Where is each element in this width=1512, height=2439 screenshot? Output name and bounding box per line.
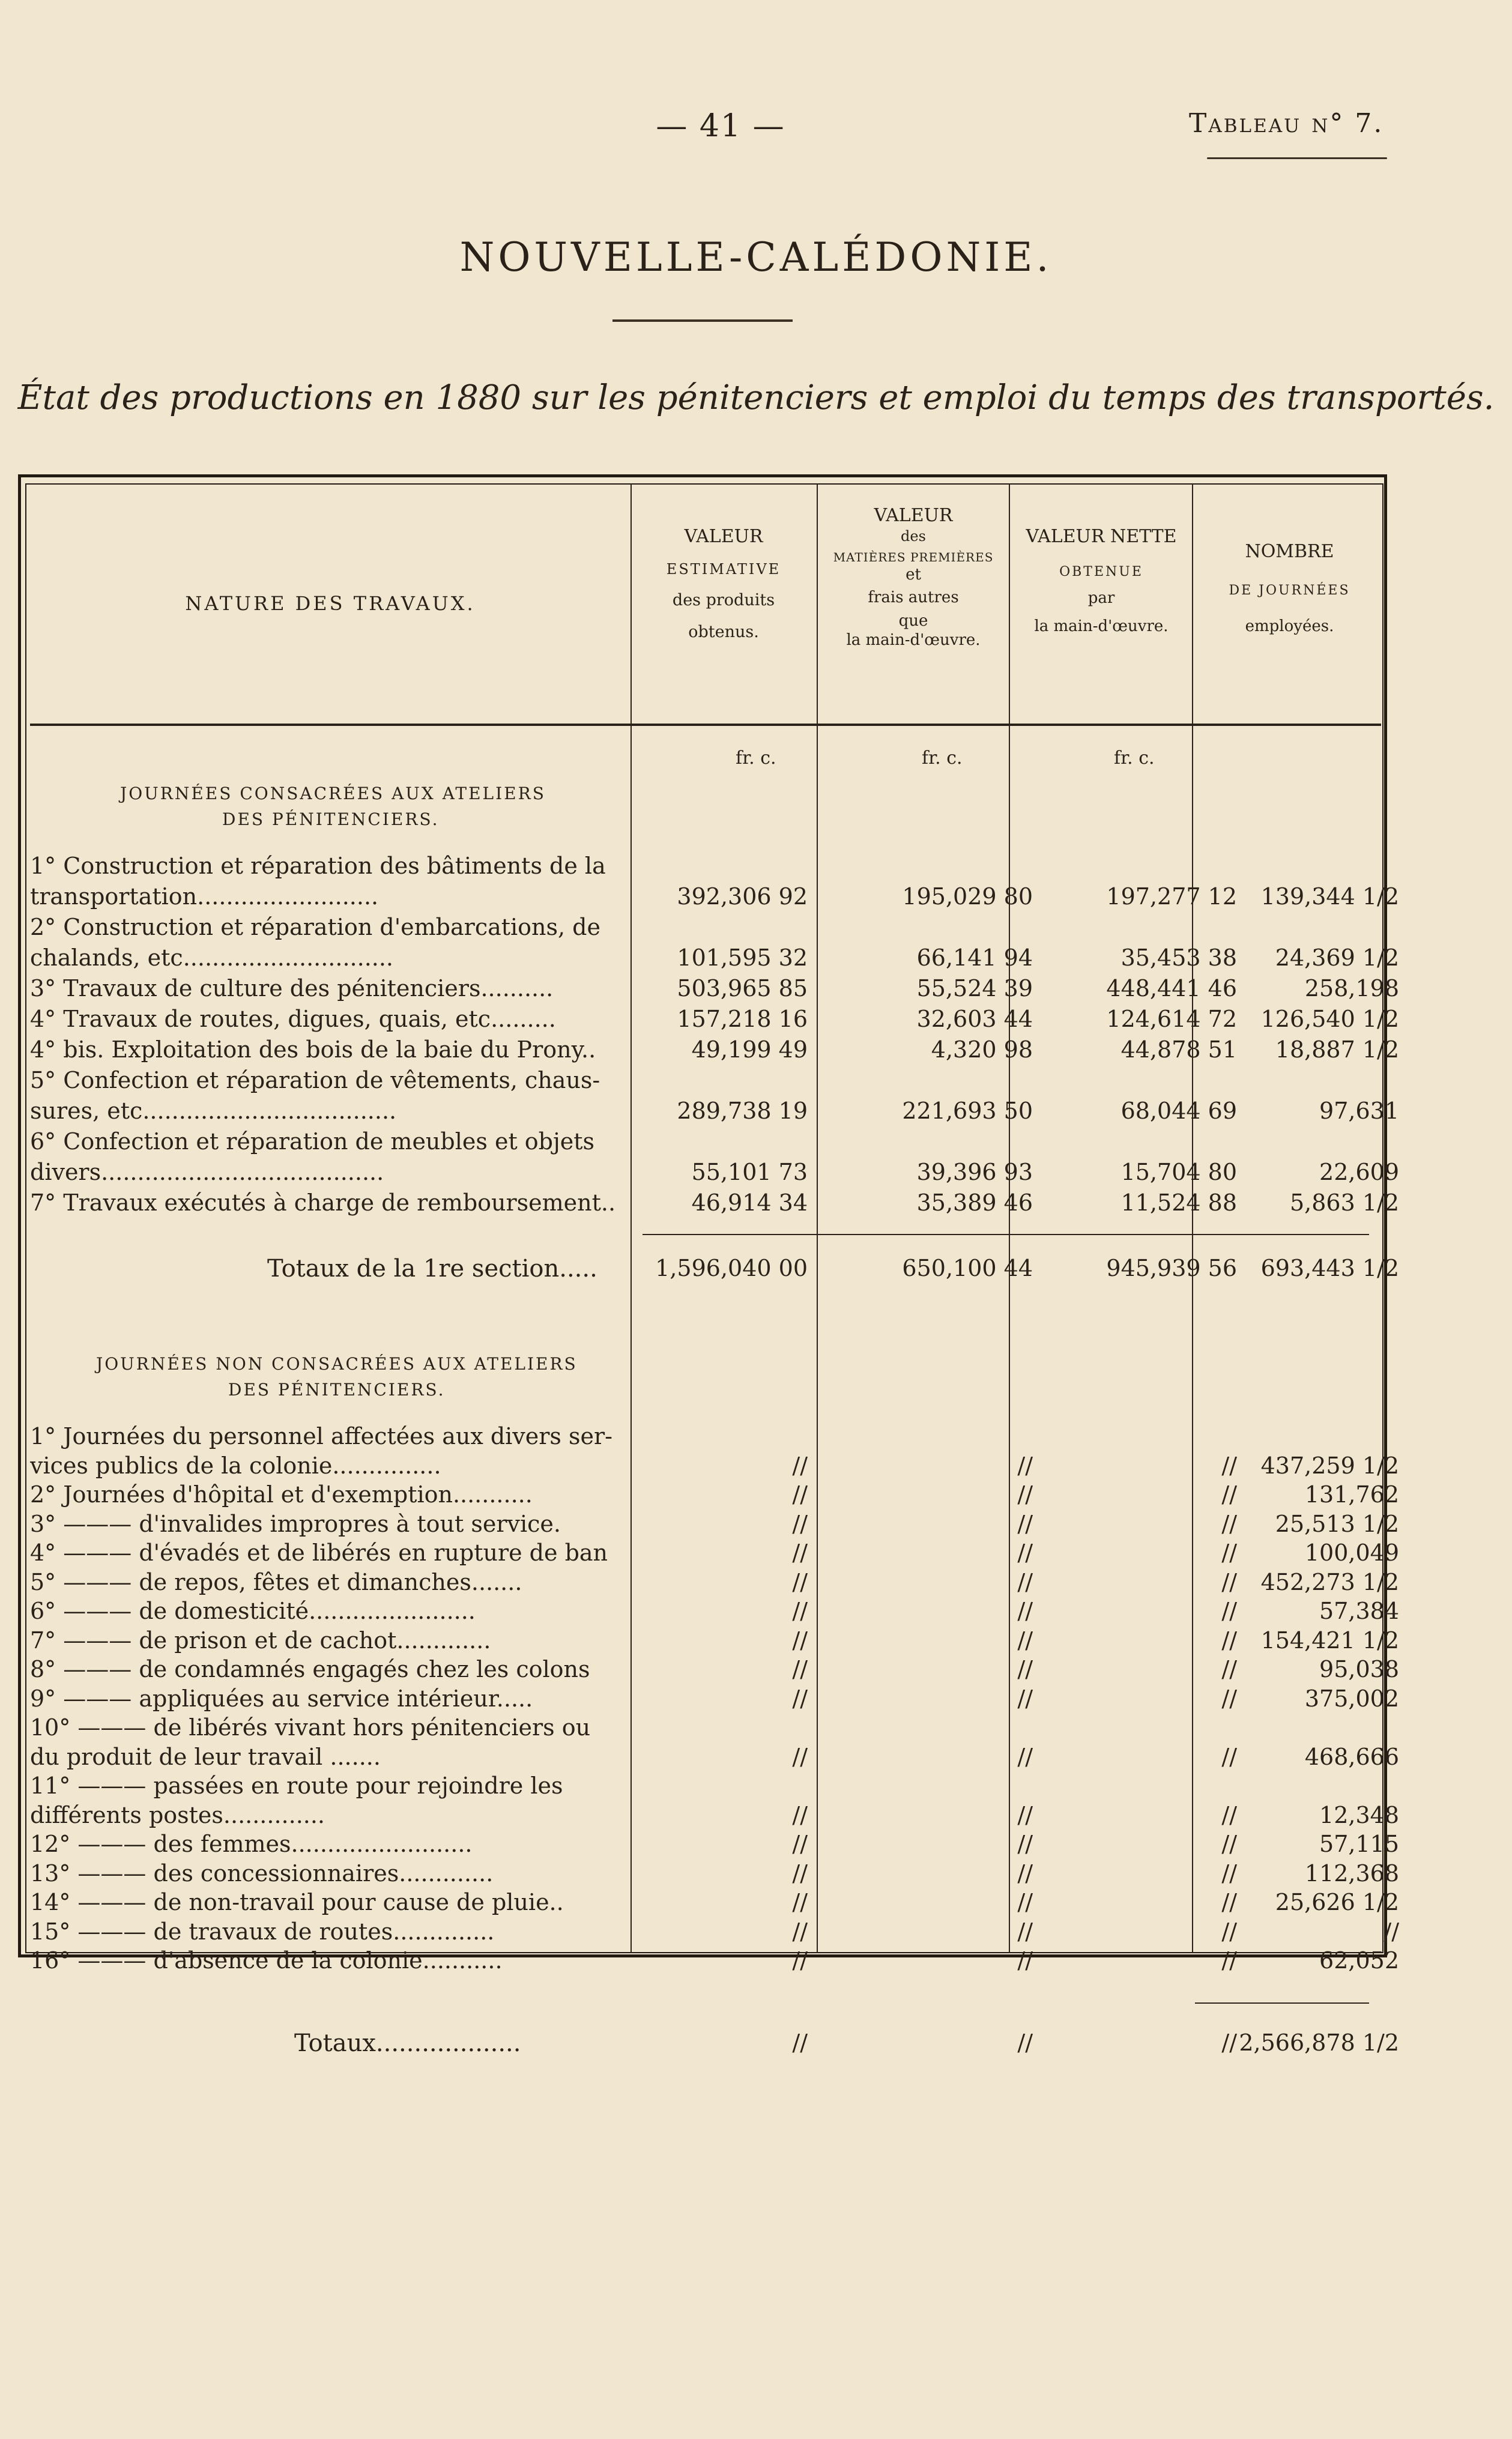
header-line: et	[906, 565, 921, 584]
section-heading-line: DES PÉNITENCIERS.	[228, 1380, 446, 1400]
section2-total-rule	[1195, 2002, 1369, 2004]
row-label: 13° ——— des concessionnaires.............	[30, 1860, 494, 1887]
cell-value: 452,273 1/2	[1260, 1568, 1399, 1595]
cell-value: //	[792, 1801, 808, 1828]
table-row	[30, 853, 1387, 883]
cell-value: 124,614 72	[1106, 1006, 1237, 1032]
cell-value: 4,320 98	[931, 1036, 1033, 1063]
table-row	[30, 1743, 1399, 1774]
table-row	[30, 1918, 1399, 1948]
header-line: la main-d'œuvre.	[846, 631, 981, 649]
cell-value: //	[1383, 1918, 1399, 1945]
row-label: différents postes..............	[30, 1801, 325, 1828]
cell-value: //	[1221, 1860, 1237, 1887]
page-title: NOUVELLE-CALÉDONIE.	[459, 234, 1053, 280]
cell-value: 139,344 1/2	[1260, 883, 1399, 910]
cell-value: //	[1017, 1947, 1033, 1974]
cell-value: //	[1017, 1627, 1033, 1654]
row-label: 5° Confection et réparation de vêtements, chaus-	[30, 1067, 600, 1093]
title-rule	[612, 319, 793, 322]
row-label: vices publics de la colonie...............	[30, 1452, 441, 1479]
total-value: 693,443 1/2	[1260, 1255, 1399, 1281]
row-label: 6° ——— de domesticité.......................	[30, 1598, 476, 1624]
table-row	[30, 883, 1399, 913]
cell-value: //	[1221, 1656, 1237, 1682]
row-label: 4° bis. Exploitation des bois de la baie du Prony..	[30, 1036, 596, 1063]
column-header-nombre-journees	[1195, 540, 1384, 636]
table-row	[30, 1627, 1399, 1657]
cell-value: //	[792, 1481, 808, 1508]
cell-value: 25,513 1/2	[1275, 1510, 1399, 1537]
header-line: ESTIMATIVE	[666, 560, 781, 578]
cell-value: 55,101 73	[691, 1159, 808, 1185]
cell-value: 131,762	[1304, 1481, 1399, 1508]
cell-value: 62,052	[1319, 1947, 1399, 1974]
total-value: 945,939 56	[1106, 1255, 1237, 1281]
cell-value: 35,389 46	[916, 1189, 1033, 1216]
row-label: 3° ——— d'invalides impropres à tout service.	[30, 1510, 561, 1537]
header-line: NOMBRE	[1245, 541, 1334, 562]
row-label: 1° Construction et réparation des bâtiments de la	[30, 853, 606, 879]
row-label: 4° Travaux de routes, digues, quais, etc.........	[30, 1006, 556, 1032]
row-label: 16° ——— d'absence de la colonie...........	[30, 1947, 503, 1974]
cell-value: 392,306 92	[677, 883, 808, 910]
row-label: divers.......................................	[30, 1159, 384, 1185]
cell-value: //	[1017, 1656, 1033, 1682]
total-value: //	[1017, 2029, 1033, 2056]
page-subtitle: État des productions en 1880 sur les pénitenciers et emploi du temps des transportés.	[17, 378, 1495, 417]
cell-value: //	[1221, 1568, 1237, 1595]
total-value: 650,100 44	[902, 1255, 1033, 1281]
row-label: 2° Journées d'hôpital et d'exemption...........	[30, 1481, 533, 1508]
row-label: 10° ——— de libérés vivant hors pénitenciers ou	[30, 1714, 591, 1741]
cell-value: 66,141 94	[916, 944, 1033, 971]
header-line: VALEUR	[874, 505, 953, 526]
cell-value: 35,453 38	[1120, 944, 1237, 971]
row-label: transportation.........................	[30, 883, 379, 910]
cell-value: //	[1221, 1831, 1237, 1857]
row-label: 12° ——— des femmes.........................	[30, 1831, 473, 1857]
cell-value: 437,259 1/2	[1260, 1452, 1399, 1479]
cell-value: //	[792, 1860, 808, 1887]
header-line: des	[901, 527, 926, 545]
row-label: 9° ——— appliquées au service intérieur.....	[30, 1685, 533, 1712]
section-heading-line: DES PÉNITENCIERS.	[222, 809, 440, 830]
cell-value: 468,666	[1304, 1743, 1399, 1770]
table-row	[30, 1189, 1399, 1220]
table-row	[30, 1773, 1387, 1803]
header-line: OBTENUE	[1059, 564, 1143, 579]
table-row	[30, 1801, 1399, 1832]
table-number-underline	[1207, 157, 1387, 159]
header-line: VALEUR	[684, 526, 763, 547]
row-label: sures, etc...................................	[30, 1098, 397, 1124]
header-line: MATIÈRES PREMIÈRES	[833, 549, 994, 564]
row-label: du produit de leur travail .......	[30, 1743, 381, 1770]
unit-label: fr. c.	[922, 748, 963, 769]
table-row	[30, 1510, 1399, 1541]
row-label: 7° ——— de prison et de cachot.............	[30, 1627, 491, 1654]
unit-label: fr. c.	[736, 748, 776, 769]
cell-value: //	[792, 1627, 808, 1654]
table-row	[30, 1128, 1387, 1158]
cell-value: 57,384	[1319, 1598, 1399, 1624]
cell-value: 32,603 44	[916, 1006, 1033, 1032]
cell-value: 95,038	[1319, 1656, 1399, 1682]
row-label: 5° ——— de repos, fêtes et dimanches.......	[30, 1568, 522, 1595]
cell-value: //	[1221, 1947, 1237, 1974]
table-row	[30, 944, 1399, 975]
cell-value: 112,368	[1304, 1860, 1399, 1887]
table-row	[30, 1423, 1387, 1453]
table-row	[30, 1540, 1399, 1570]
cell-value: 101,595 32	[677, 944, 808, 971]
section-heading-line: JOURNÉES CONSACRÉES AUX ATELIERS	[120, 784, 546, 803]
section-heading-line: JOURNÉES NON CONSACRÉES AUX ATELIERS	[96, 1354, 578, 1374]
header-rule	[30, 724, 1381, 726]
cell-value: //	[1017, 1918, 1033, 1945]
row-label: 7° Travaux exécutés à charge de remboursement..	[30, 1189, 616, 1216]
cell-value: //	[1017, 1801, 1033, 1828]
cell-value: //	[1221, 1510, 1237, 1537]
cell-value: //	[1017, 1510, 1033, 1537]
cell-value: 100,049	[1304, 1540, 1399, 1566]
row-label: 2° Construction et réparation d'embarcations, de	[30, 914, 600, 940]
cell-value: 49,199 49	[691, 1036, 808, 1063]
cell-value: //	[1221, 1452, 1237, 1479]
header-line: obtenus.	[688, 623, 759, 642]
total-value: //	[1221, 2029, 1237, 2056]
table-row	[30, 1067, 1387, 1097]
cell-value: //	[792, 1540, 808, 1566]
total-value: 2,566,878 1/2	[1239, 2029, 1399, 2056]
row-label: 4° ——— d'évadés et de libérés en rupture de ban	[30, 1540, 608, 1566]
table-row	[30, 1685, 1399, 1715]
table-row	[30, 1568, 1399, 1599]
cell-value: 24,369 1/2	[1275, 944, 1399, 971]
cell-value: //	[792, 1685, 808, 1712]
cell-value: //	[1017, 1540, 1033, 1566]
cell-value: 289,738 19	[677, 1098, 808, 1124]
header-line: par	[1087, 589, 1115, 607]
header-line: que	[898, 611, 928, 630]
row-label: 3° Travaux de culture des pénitenciers..........	[30, 975, 554, 1002]
cell-value: 195,029 80	[902, 883, 1033, 910]
cell-value: 55,524 39	[916, 975, 1033, 1002]
table-row	[30, 1714, 1387, 1744]
cell-value: 375,002	[1304, 1685, 1399, 1712]
cell-value: 503,965 85	[677, 975, 808, 1002]
column-header-valeur-estimative	[634, 525, 814, 642]
cell-value: 44,878 51	[1120, 1036, 1237, 1063]
cell-value: 258,198	[1304, 975, 1399, 1002]
cell-value: //	[1221, 1918, 1237, 1945]
cell-value: //	[1017, 1685, 1033, 1712]
cell-value: //	[1017, 1831, 1033, 1857]
header-line: employées.	[1245, 617, 1334, 635]
cell-value: //	[792, 1947, 808, 1974]
cell-value: //	[1221, 1598, 1237, 1624]
header-line: frais autres	[868, 588, 959, 606]
cell-value: //	[792, 1831, 808, 1857]
cell-value: //	[792, 1889, 808, 1915]
header-line: des produits	[672, 590, 775, 609]
cell-value: //	[1017, 1481, 1033, 1508]
cell-value: 126,540 1/2	[1260, 1006, 1399, 1032]
table-row	[30, 1598, 1399, 1628]
cell-value: 18,887 1/2	[1275, 1036, 1399, 1063]
unit-label: fr. c.	[1114, 748, 1155, 769]
table-row	[30, 1006, 1399, 1036]
table-row	[30, 1889, 1399, 1919]
cell-value: //	[792, 1452, 808, 1479]
column-header-nature: NATURE DES TRAVAUX.	[185, 592, 476, 615]
cell-value: 25,626 1/2	[1275, 1889, 1399, 1915]
row-label: 8° ——— de condamnés engagés chez les colons	[30, 1656, 590, 1682]
cell-value: //	[1017, 1889, 1033, 1915]
cell-value: 57,115	[1319, 1831, 1399, 1857]
cell-value: //	[1221, 1627, 1237, 1654]
cell-value: //	[792, 1918, 808, 1945]
table-row	[30, 1481, 1399, 1511]
row-label: 14° ——— de non-travail pour cause de pluie..	[30, 1889, 564, 1915]
cell-value: 46,914 34	[691, 1189, 808, 1216]
table-row	[30, 1831, 1399, 1861]
table-row	[30, 914, 1387, 944]
cell-value: 5,863 1/2	[1289, 1189, 1399, 1216]
cell-value: //	[1221, 1743, 1237, 1770]
cell-value: //	[792, 1743, 808, 1770]
table-row	[30, 1656, 1399, 1686]
row-label: 15° ——— de travaux de routes..............	[30, 1918, 495, 1945]
table-row	[30, 1860, 1399, 1890]
table-number: Tableau n° 7.	[1189, 108, 1384, 139]
cell-value: 15,704 80	[1120, 1159, 1237, 1185]
cell-value: //	[1017, 1598, 1033, 1624]
cell-value: //	[1017, 1568, 1033, 1595]
section1-total-row	[30, 1255, 1399, 1285]
cell-value: 12,348	[1319, 1801, 1399, 1828]
header-line: la main-d'œuvre.	[1034, 617, 1169, 635]
row-label: 11° ——— passées en route pour rejoindre les	[30, 1773, 563, 1799]
total-value: 1,596,040 00	[655, 1255, 808, 1281]
cell-value: 221,693 50	[902, 1098, 1033, 1124]
row-label: 1° Journées du personnel affectées aux divers ser-	[30, 1423, 613, 1449]
table-row	[30, 1159, 1399, 1189]
table-row	[30, 1036, 1399, 1066]
cell-value: 11,524 88	[1120, 1189, 1237, 1216]
cell-value: //	[1221, 1685, 1237, 1712]
header-line: DE JOURNÉES	[1229, 582, 1350, 598]
cell-value: //	[792, 1568, 808, 1595]
cell-value: //	[1221, 1540, 1237, 1566]
header-line: VALEUR NETTE	[1026, 526, 1177, 547]
cell-value: //	[792, 1656, 808, 1682]
cell-value: //	[1221, 1801, 1237, 1828]
page-number: — 41 —	[656, 108, 785, 144]
total-value: //	[792, 2029, 808, 2056]
table-row	[30, 1098, 1399, 1128]
column-header-matieres-premieres	[820, 504, 1007, 650]
section-heading	[96, 1351, 578, 1403]
total-label: Totaux...................	[294, 2029, 521, 2057]
cell-value: //	[1017, 1452, 1033, 1479]
cell-value: //	[1221, 1889, 1237, 1915]
column-header-valeur-nette	[1012, 525, 1191, 636]
cell-value: //	[792, 1510, 808, 1537]
cell-value: 39,396 93	[916, 1159, 1033, 1185]
table-row	[30, 1947, 1399, 1977]
cell-value: //	[792, 1598, 808, 1624]
cell-value: 68,044 69	[1120, 1098, 1237, 1124]
row-label: 6° Confection et réparation de meubles et objets	[30, 1128, 595, 1155]
cell-value: //	[1221, 1481, 1237, 1508]
section-heading	[120, 781, 546, 833]
cell-value: 448,441 46	[1106, 975, 1237, 1002]
table-row	[30, 1452, 1399, 1482]
section2-total-row	[30, 2029, 1399, 2060]
row-label: chalands, etc.............................	[30, 944, 394, 971]
table-row	[30, 975, 1399, 1005]
cell-value: 157,218 16	[677, 1006, 808, 1032]
cell-value: 97,631	[1319, 1098, 1399, 1124]
cell-value: 197,277 12	[1106, 883, 1237, 910]
cell-value: 22,609	[1319, 1159, 1399, 1185]
cell-value: //	[1017, 1860, 1033, 1887]
section1-total-rule	[643, 1234, 1369, 1235]
cell-value: 154,421 1/2	[1260, 1627, 1399, 1654]
cell-value: //	[1017, 1743, 1033, 1770]
total-label: Totaux de la 1re section.....	[267, 1255, 597, 1283]
